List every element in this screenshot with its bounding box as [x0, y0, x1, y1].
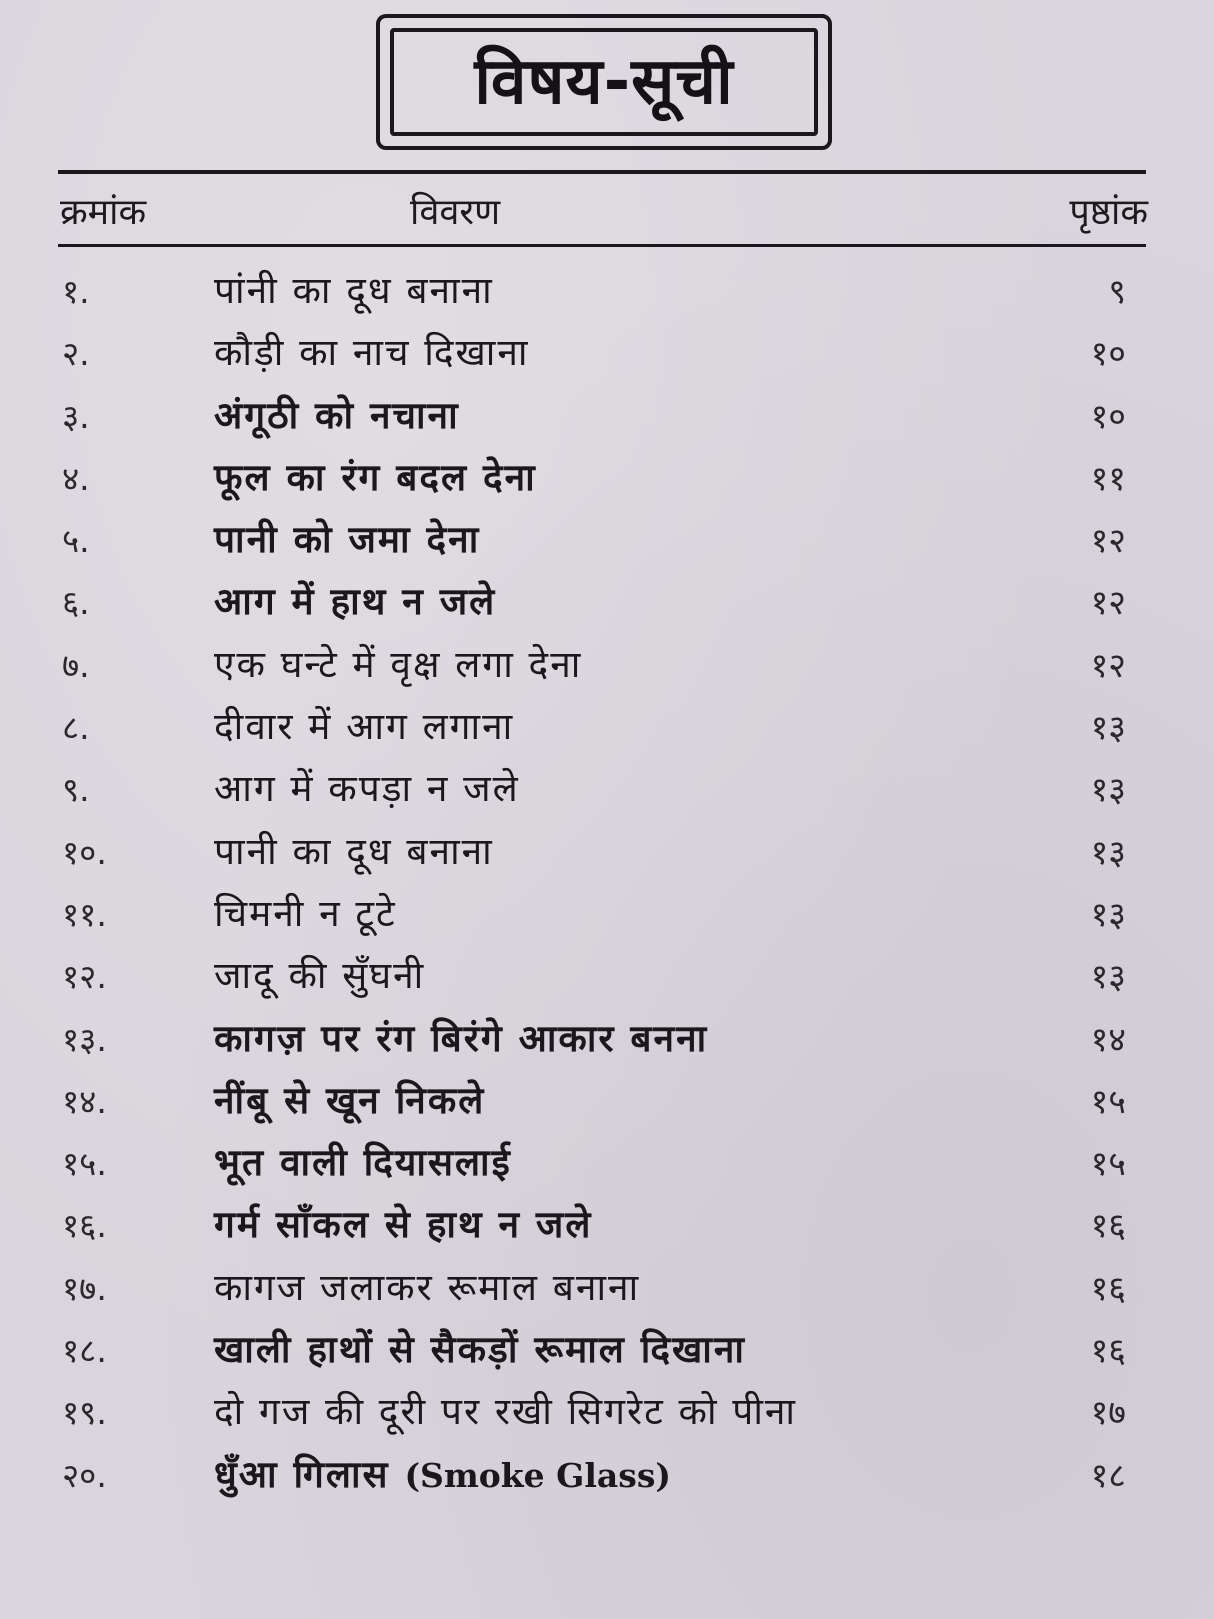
- row-page: १५: [1090, 1144, 1126, 1185]
- table-row: [0, 449, 1214, 511]
- row-description: भूत वाली दियासलाई: [214, 1141, 512, 1185]
- row-serial: ४.: [62, 458, 90, 498]
- table-row: [0, 1072, 1214, 1134]
- column-header-serial: क्रमांक: [60, 192, 147, 233]
- row-page: ११: [1090, 458, 1126, 499]
- table-row: [0, 823, 1214, 885]
- row-page: १२: [1090, 583, 1126, 624]
- table-row: [0, 1321, 1214, 1383]
- row-description: एक घन्टे में वृक्ष लगा देना: [214, 642, 583, 686]
- table-row: [0, 947, 1214, 1009]
- row-page: १३: [1090, 832, 1126, 873]
- row-description: फूल का रंग बदल देना: [214, 455, 537, 499]
- row-description-hindi: धुँआ गिलास: [214, 1452, 390, 1496]
- row-page: १३: [1090, 894, 1126, 935]
- table-row: [0, 573, 1214, 635]
- row-serial: १४.: [62, 1081, 107, 1121]
- table-row: [0, 1259, 1214, 1321]
- row-description: अंगूठी को नचाना: [214, 393, 460, 437]
- row-description: कौड़ी का नाच दिखाना: [214, 331, 530, 375]
- table-row: [0, 1134, 1214, 1196]
- row-page: १०: [1090, 396, 1126, 437]
- column-header-page: पृष्ठांक: [1069, 192, 1148, 233]
- row-serial: ११.: [62, 894, 107, 934]
- table-row: [0, 760, 1214, 822]
- row-serial: २०.: [62, 1455, 107, 1495]
- title-frame-inner: [390, 28, 818, 136]
- row-serial: २.: [62, 334, 90, 374]
- row-serial: ८.: [62, 708, 90, 748]
- row-serial: १५.: [62, 1144, 107, 1184]
- row-serial: १०.: [62, 832, 107, 872]
- row-page: १३: [1090, 708, 1126, 749]
- row-description: दो गज की दूरी पर रखी सिगरेट को पीना: [214, 1390, 798, 1434]
- row-serial: १२.: [62, 957, 107, 997]
- row-description: आग में कपड़ा न जले: [214, 767, 520, 811]
- row-serial: ७.: [62, 645, 90, 685]
- table-row: [0, 1196, 1214, 1258]
- row-serial: १७.: [62, 1268, 107, 1308]
- row-page: १३: [1090, 957, 1126, 998]
- row-page: ९: [1108, 272, 1126, 312]
- row-page: १८: [1090, 1455, 1126, 1496]
- row-page: १६: [1090, 1268, 1126, 1309]
- row-page: १५: [1090, 1081, 1126, 1122]
- row-description: कागज़ पर रंग बिरंगे आकार बनना: [214, 1016, 709, 1060]
- header-divider: [58, 244, 1146, 247]
- row-description: पानी का दूध बनाना: [214, 829, 494, 873]
- row-page: १६: [1090, 1206, 1126, 1247]
- title-frame: [376, 14, 832, 150]
- row-page: १०: [1090, 334, 1126, 375]
- row-serial: १.: [62, 272, 90, 311]
- table-row: [0, 324, 1214, 386]
- row-serial: १८.: [62, 1331, 107, 1371]
- table-row: [0, 636, 1214, 698]
- top-divider: [58, 170, 1146, 174]
- row-page: १४: [1090, 1019, 1126, 1060]
- table-row: [0, 698, 1214, 760]
- row-description: जादू की सुँघनी: [214, 954, 426, 998]
- row-description: पानी को जमा देना: [214, 518, 481, 562]
- row-serial: ३.: [62, 396, 90, 436]
- row-description: खाली हाथों से सैकड़ों रूमाल दिखाना: [214, 1328, 746, 1372]
- row-description: नींबू से खून निकले: [214, 1078, 486, 1122]
- table-row: [0, 1383, 1214, 1445]
- row-page: १३: [1090, 770, 1126, 811]
- row-serial: १६.: [62, 1206, 107, 1246]
- table-row: [0, 511, 1214, 573]
- row-description: चिमनी न टूटे: [214, 891, 397, 935]
- row-serial: ६.: [62, 583, 90, 623]
- table-row: [0, 387, 1214, 449]
- row-serial: ५.: [62, 521, 90, 561]
- row-serial: १९.: [62, 1393, 107, 1433]
- row-description: कागज जलाकर रूमाल बनाना: [214, 1265, 641, 1309]
- row-page: १२: [1090, 645, 1126, 686]
- contents-list: [0, 262, 1214, 1508]
- table-row: [0, 1446, 1214, 1508]
- row-description: पांनी का दूध बनाना: [214, 269, 494, 312]
- row-description: [214, 1452, 671, 1499]
- row-page: १७: [1090, 1393, 1126, 1434]
- table-row: [0, 885, 1214, 947]
- row-serial: १३.: [62, 1019, 107, 1059]
- column-header-description: विवरण: [410, 192, 501, 233]
- table-row: [0, 262, 1214, 324]
- row-description: गर्म साँकल से हाथ न जले: [214, 1203, 593, 1247]
- row-description: आग में हाथ न जले: [214, 580, 497, 624]
- page-title: विषय-सूची: [474, 45, 734, 119]
- row-page: १२: [1090, 521, 1126, 562]
- row-serial: ९.: [62, 770, 90, 810]
- row-page: १६: [1090, 1331, 1126, 1372]
- row-description: दीवार में आग लगाना: [214, 705, 515, 749]
- row-description-english: (Smoke Glass): [404, 1455, 672, 1495]
- table-row: [0, 1010, 1214, 1072]
